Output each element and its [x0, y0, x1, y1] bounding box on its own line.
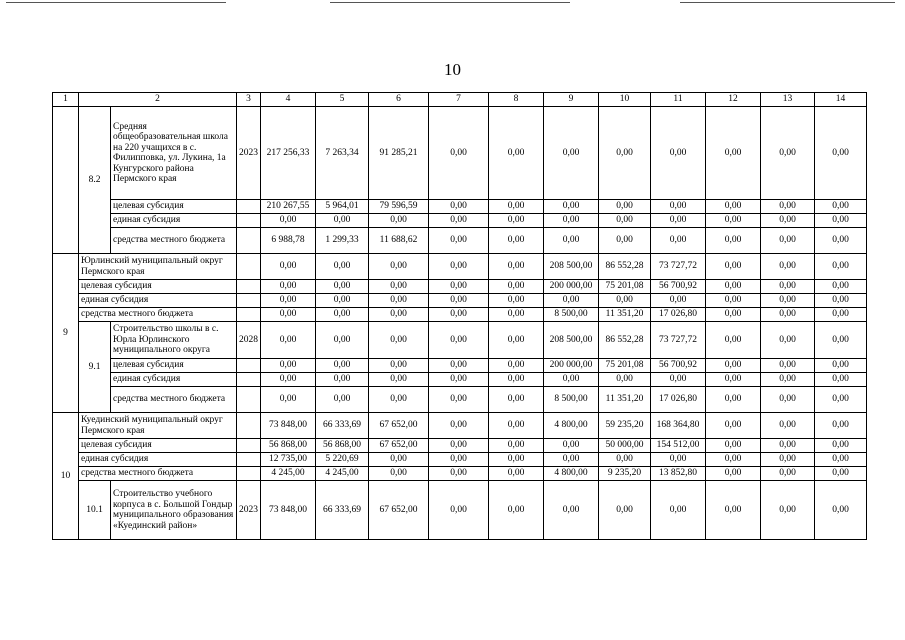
value-cell: 217 256,33: [261, 107, 316, 200]
table-row: [53, 467, 867, 481]
value-cell: 0,00: [761, 228, 815, 254]
funding-source-cell: целевая субсидия: [79, 439, 237, 453]
year-cell: [237, 387, 261, 413]
value-cell: 8 500,00: [544, 387, 599, 413]
year-cell: [237, 254, 261, 280]
value-cell: 0,00: [261, 214, 316, 228]
year-cell: [237, 467, 261, 481]
value-cell: 0,00: [429, 228, 489, 254]
value-cell: 13 852,80: [651, 467, 706, 481]
value-cell: 200 000,00: [544, 359, 599, 373]
value-cell: 0,00: [369, 308, 429, 322]
value-cell: 0,00: [706, 359, 761, 373]
header-row: [53, 93, 867, 107]
value-cell: 0,00: [429, 373, 489, 387]
value-cell: 4 800,00: [544, 413, 599, 439]
value-cell: 0,00: [706, 254, 761, 280]
value-cell: 0,00: [651, 294, 706, 308]
value-cell: 0,00: [599, 200, 651, 214]
value-cell: 0,00: [489, 387, 544, 413]
value-cell: 0,00: [599, 228, 651, 254]
table-row: [53, 413, 867, 439]
value-cell: 0,00: [429, 387, 489, 413]
value-cell: 0,00: [369, 467, 429, 481]
table-row: [53, 481, 867, 540]
table-row: [53, 107, 867, 200]
value-cell: 0,00: [316, 308, 369, 322]
value-cell: 73 727,72: [651, 322, 706, 359]
header-cell: 10: [599, 93, 651, 107]
page-number: 10: [444, 60, 461, 79]
value-cell: 0,00: [429, 308, 489, 322]
value-cell: 11 688,62: [369, 228, 429, 254]
year-cell: [237, 200, 261, 214]
value-cell: 50 000,00: [599, 439, 651, 453]
year-cell: [237, 453, 261, 467]
table-row: [53, 308, 867, 322]
value-cell: 0,00: [761, 107, 815, 200]
value-cell: 0,00: [706, 200, 761, 214]
year-cell: [237, 294, 261, 308]
year-cell: 2023: [237, 481, 261, 540]
value-cell: 0,00: [544, 453, 599, 467]
value-cell: 0,00: [261, 387, 316, 413]
value-cell: 0,00: [489, 200, 544, 214]
value-cell: 0,00: [261, 359, 316, 373]
value-cell: 0,00: [489, 481, 544, 540]
value-cell: 67 652,00: [369, 481, 429, 540]
value-cell: 0,00: [815, 481, 867, 540]
value-cell: 0,00: [261, 294, 316, 308]
value-cell: 73 848,00: [261, 413, 316, 439]
value-cell: 0,00: [429, 481, 489, 540]
value-cell: 0,00: [369, 373, 429, 387]
budget-table: [52, 92, 867, 540]
value-cell: 0,00: [429, 200, 489, 214]
value-cell: 208 500,00: [544, 322, 599, 359]
value-cell: 56 868,00: [261, 439, 316, 453]
value-cell: 0,00: [544, 481, 599, 540]
value-cell: 0,00: [369, 214, 429, 228]
table-row: [53, 439, 867, 453]
year-cell: [237, 228, 261, 254]
value-cell: 0,00: [651, 107, 706, 200]
value-cell: 17 026,80: [651, 308, 706, 322]
value-cell: 0,00: [544, 200, 599, 214]
project-name-cell: Строительство учебного корпуса в с. Большой Гондыр муниципального образования «Куединский район»: [111, 481, 237, 540]
value-cell: 0,00: [429, 214, 489, 228]
value-cell: 0,00: [489, 439, 544, 453]
value-cell: 56 700,92: [651, 280, 706, 294]
header-cell: 8: [489, 93, 544, 107]
group-number-cell: [53, 107, 79, 254]
value-cell: 67 652,00: [369, 439, 429, 453]
project-number-cell: 10.1: [79, 481, 111, 540]
value-cell: 0,00: [489, 214, 544, 228]
value-cell: 0,00: [429, 294, 489, 308]
value-cell: 0,00: [261, 373, 316, 387]
value-cell: 73 848,00: [261, 481, 316, 540]
value-cell: 0,00: [761, 214, 815, 228]
value-cell: 0,00: [599, 107, 651, 200]
value-cell: 0,00: [599, 453, 651, 467]
value-cell: 66 333,69: [316, 481, 369, 540]
value-cell: 0,00: [429, 322, 489, 359]
value-cell: 79 596,59: [369, 200, 429, 214]
table-row: [53, 373, 867, 387]
table-row: [53, 387, 867, 413]
funding-source-cell: средства местного бюджета: [79, 467, 237, 481]
value-cell: 0,00: [261, 280, 316, 294]
value-cell: 0,00: [651, 481, 706, 540]
value-cell: 0,00: [489, 322, 544, 359]
value-cell: 0,00: [489, 359, 544, 373]
value-cell: 8 500,00: [544, 308, 599, 322]
value-cell: 91 285,21: [369, 107, 429, 200]
value-cell: 1 299,33: [316, 228, 369, 254]
value-cell: 75 201,08: [599, 359, 651, 373]
value-cell: 4 800,00: [544, 467, 599, 481]
funding-source-cell: целевая субсидия: [111, 359, 237, 373]
header-cell: 6: [369, 93, 429, 107]
value-cell: 0,00: [489, 294, 544, 308]
value-cell: 0,00: [651, 214, 706, 228]
value-cell: 0,00: [369, 387, 429, 413]
value-cell: 0,00: [599, 214, 651, 228]
value-cell: 0,00: [761, 387, 815, 413]
value-cell: 0,00: [651, 228, 706, 254]
value-cell: 0,00: [761, 280, 815, 294]
value-cell: 0,00: [369, 322, 429, 359]
value-cell: 86 552,28: [599, 322, 651, 359]
funding-source-cell: средства местного бюджета: [111, 228, 237, 254]
top-rule-right: [680, 2, 895, 3]
group-name-cell: Юрлинский муниципальный округ Пермского края: [79, 254, 237, 280]
value-cell: 0,00: [544, 107, 599, 200]
table-row: [53, 294, 867, 308]
table-row: [53, 200, 867, 214]
year-cell: [237, 308, 261, 322]
year-cell: [237, 359, 261, 373]
value-cell: 0,00: [706, 308, 761, 322]
value-cell: 0,00: [761, 322, 815, 359]
value-cell: 11 351,20: [599, 308, 651, 322]
value-cell: 0,00: [544, 439, 599, 453]
value-cell: 0,00: [429, 453, 489, 467]
year-cell: [237, 280, 261, 294]
value-cell: 5 220,69: [316, 453, 369, 467]
header-cell: 4: [261, 93, 316, 107]
funding-source-cell: единая субсидия: [79, 294, 237, 308]
value-cell: 0,00: [815, 214, 867, 228]
value-cell: 0,00: [815, 308, 867, 322]
value-cell: 0,00: [489, 254, 544, 280]
value-cell: 0,00: [429, 254, 489, 280]
project-number-cell: 8.2: [79, 107, 111, 254]
value-cell: 0,00: [815, 254, 867, 280]
value-cell: 0,00: [706, 280, 761, 294]
table-row: [53, 280, 867, 294]
value-cell: 0,00: [261, 322, 316, 359]
value-cell: 0,00: [261, 254, 316, 280]
header-cell: 9: [544, 93, 599, 107]
value-cell: 0,00: [761, 373, 815, 387]
table-row: [53, 453, 867, 467]
value-cell: 0,00: [544, 294, 599, 308]
header-cell: 14: [815, 93, 867, 107]
value-cell: 12 735,00: [261, 453, 316, 467]
project-name-cell: Средняя общеобразовательная школа на 220 учащихся в с. Филипповка, ул. Лукина, 1а Кунгурского района Пермского края: [111, 107, 237, 200]
value-cell: 0,00: [651, 200, 706, 214]
value-cell: 0,00: [429, 439, 489, 453]
value-cell: 66 333,69: [316, 413, 369, 439]
value-cell: 0,00: [761, 439, 815, 453]
table-row: [53, 228, 867, 254]
value-cell: 0,00: [369, 254, 429, 280]
value-cell: 0,00: [815, 200, 867, 214]
top-rule-mid: [330, 2, 570, 3]
value-cell: 4 245,00: [261, 467, 316, 481]
year-cell: [237, 413, 261, 439]
year-cell: [237, 214, 261, 228]
value-cell: 154 512,00: [651, 439, 706, 453]
funding-source-cell: единая субсидия: [111, 373, 237, 387]
value-cell: 0,00: [489, 308, 544, 322]
value-cell: 0,00: [706, 453, 761, 467]
value-cell: 0,00: [706, 214, 761, 228]
group-name-cell: Куединский муниципальный округ Пермского края: [79, 413, 237, 439]
value-cell: 0,00: [761, 481, 815, 540]
value-cell: 0,00: [489, 467, 544, 481]
value-cell: 5 964,01: [316, 200, 369, 214]
value-cell: 0,00: [489, 228, 544, 254]
year-cell: [237, 439, 261, 453]
value-cell: 0,00: [369, 280, 429, 294]
value-cell: 0,00: [706, 322, 761, 359]
header-cell: 2: [79, 93, 237, 107]
value-cell: 0,00: [815, 228, 867, 254]
value-cell: 0,00: [544, 373, 599, 387]
value-cell: 0,00: [706, 387, 761, 413]
value-cell: 0,00: [261, 308, 316, 322]
value-cell: 67 652,00: [369, 413, 429, 439]
value-cell: 0,00: [706, 481, 761, 540]
value-cell: 4 245,00: [316, 467, 369, 481]
value-cell: 0,00: [316, 387, 369, 413]
value-cell: 0,00: [369, 453, 429, 467]
project-name-cell: Строительство школы в с. Юрла Юрлинского муниципального округа: [111, 322, 237, 359]
value-cell: 56 700,92: [651, 359, 706, 373]
funding-source-cell: единая субсидия: [111, 214, 237, 228]
value-cell: 0,00: [429, 280, 489, 294]
value-cell: 0,00: [489, 453, 544, 467]
header-cell: 5: [316, 93, 369, 107]
value-cell: 0,00: [429, 413, 489, 439]
value-cell: 0,00: [761, 200, 815, 214]
value-cell: 0,00: [761, 453, 815, 467]
group-number-cell: 9: [53, 254, 79, 413]
year-cell: [237, 373, 261, 387]
funding-source-cell: единая субсидия: [79, 453, 237, 467]
table-row: [53, 254, 867, 280]
year-cell: 2023: [237, 107, 261, 200]
value-cell: 0,00: [429, 107, 489, 200]
value-cell: 0,00: [815, 107, 867, 200]
value-cell: 0,00: [761, 359, 815, 373]
value-cell: 75 201,08: [599, 280, 651, 294]
value-cell: 0,00: [706, 294, 761, 308]
value-cell: 0,00: [544, 228, 599, 254]
value-cell: 59 235,20: [599, 413, 651, 439]
value-cell: 0,00: [706, 107, 761, 200]
value-cell: 0,00: [815, 439, 867, 453]
header-cell: 3: [237, 93, 261, 107]
value-cell: 6 988,78: [261, 228, 316, 254]
funding-source-cell: целевая субсидия: [111, 200, 237, 214]
value-cell: 0,00: [316, 214, 369, 228]
value-cell: 0,00: [651, 373, 706, 387]
value-cell: 0,00: [706, 373, 761, 387]
value-cell: 208 500,00: [544, 254, 599, 280]
value-cell: 0,00: [815, 387, 867, 413]
value-cell: 0,00: [761, 308, 815, 322]
header-cell: 1: [53, 93, 79, 107]
group-number-cell: 10: [53, 413, 79, 540]
header-cell: 7: [429, 93, 489, 107]
value-cell: 0,00: [489, 373, 544, 387]
value-cell: 0,00: [316, 254, 369, 280]
value-cell: 0,00: [316, 294, 369, 308]
value-cell: 73 727,72: [651, 254, 706, 280]
value-cell: 0,00: [599, 481, 651, 540]
year-cell: 2028: [237, 322, 261, 359]
value-cell: 0,00: [761, 467, 815, 481]
value-cell: 0,00: [815, 453, 867, 467]
value-cell: 0,00: [761, 254, 815, 280]
value-cell: 210 267,55: [261, 200, 316, 214]
top-rule-left: [6, 2, 226, 3]
funding-source-cell: целевая субсидия: [79, 280, 237, 294]
value-cell: 0,00: [429, 359, 489, 373]
value-cell: 0,00: [369, 359, 429, 373]
value-cell: 17 026,80: [651, 387, 706, 413]
value-cell: 0,00: [599, 373, 651, 387]
value-cell: 0,00: [369, 294, 429, 308]
value-cell: 0,00: [761, 294, 815, 308]
value-cell: 0,00: [599, 294, 651, 308]
value-cell: 0,00: [316, 322, 369, 359]
value-cell: 0,00: [706, 228, 761, 254]
value-cell: 7 263,34: [316, 107, 369, 200]
value-cell: 0,00: [316, 359, 369, 373]
value-cell: 56 868,00: [316, 439, 369, 453]
header-cell: 12: [706, 93, 761, 107]
value-cell: 11 351,20: [599, 387, 651, 413]
value-cell: 0,00: [761, 413, 815, 439]
value-cell: 9 235,20: [599, 467, 651, 481]
value-cell: 0,00: [706, 413, 761, 439]
value-cell: 0,00: [815, 294, 867, 308]
value-cell: 0,00: [489, 280, 544, 294]
value-cell: 0,00: [815, 322, 867, 359]
table-row: [53, 359, 867, 373]
value-cell: 0,00: [706, 467, 761, 481]
value-cell: 200 000,00: [544, 280, 599, 294]
value-cell: 0,00: [815, 467, 867, 481]
funding-source-cell: средства местного бюджета: [79, 308, 237, 322]
table-row: [53, 322, 867, 359]
funding-source-cell: средства местного бюджета: [111, 387, 237, 413]
table-row: [53, 214, 867, 228]
value-cell: 0,00: [815, 413, 867, 439]
header-cell: 11: [651, 93, 706, 107]
value-cell: 0,00: [815, 359, 867, 373]
project-number-cell: 9.1: [79, 322, 111, 413]
value-cell: 86 552,28: [599, 254, 651, 280]
value-cell: 0,00: [544, 214, 599, 228]
value-cell: 0,00: [815, 373, 867, 387]
value-cell: 0,00: [651, 453, 706, 467]
value-cell: 0,00: [815, 280, 867, 294]
value-cell: 0,00: [316, 280, 369, 294]
value-cell: 168 364,80: [651, 413, 706, 439]
value-cell: 0,00: [429, 467, 489, 481]
value-cell: 0,00: [706, 439, 761, 453]
value-cell: 0,00: [489, 413, 544, 439]
value-cell: 0,00: [316, 373, 369, 387]
header-cell: 13: [761, 93, 815, 107]
value-cell: 0,00: [489, 107, 544, 200]
